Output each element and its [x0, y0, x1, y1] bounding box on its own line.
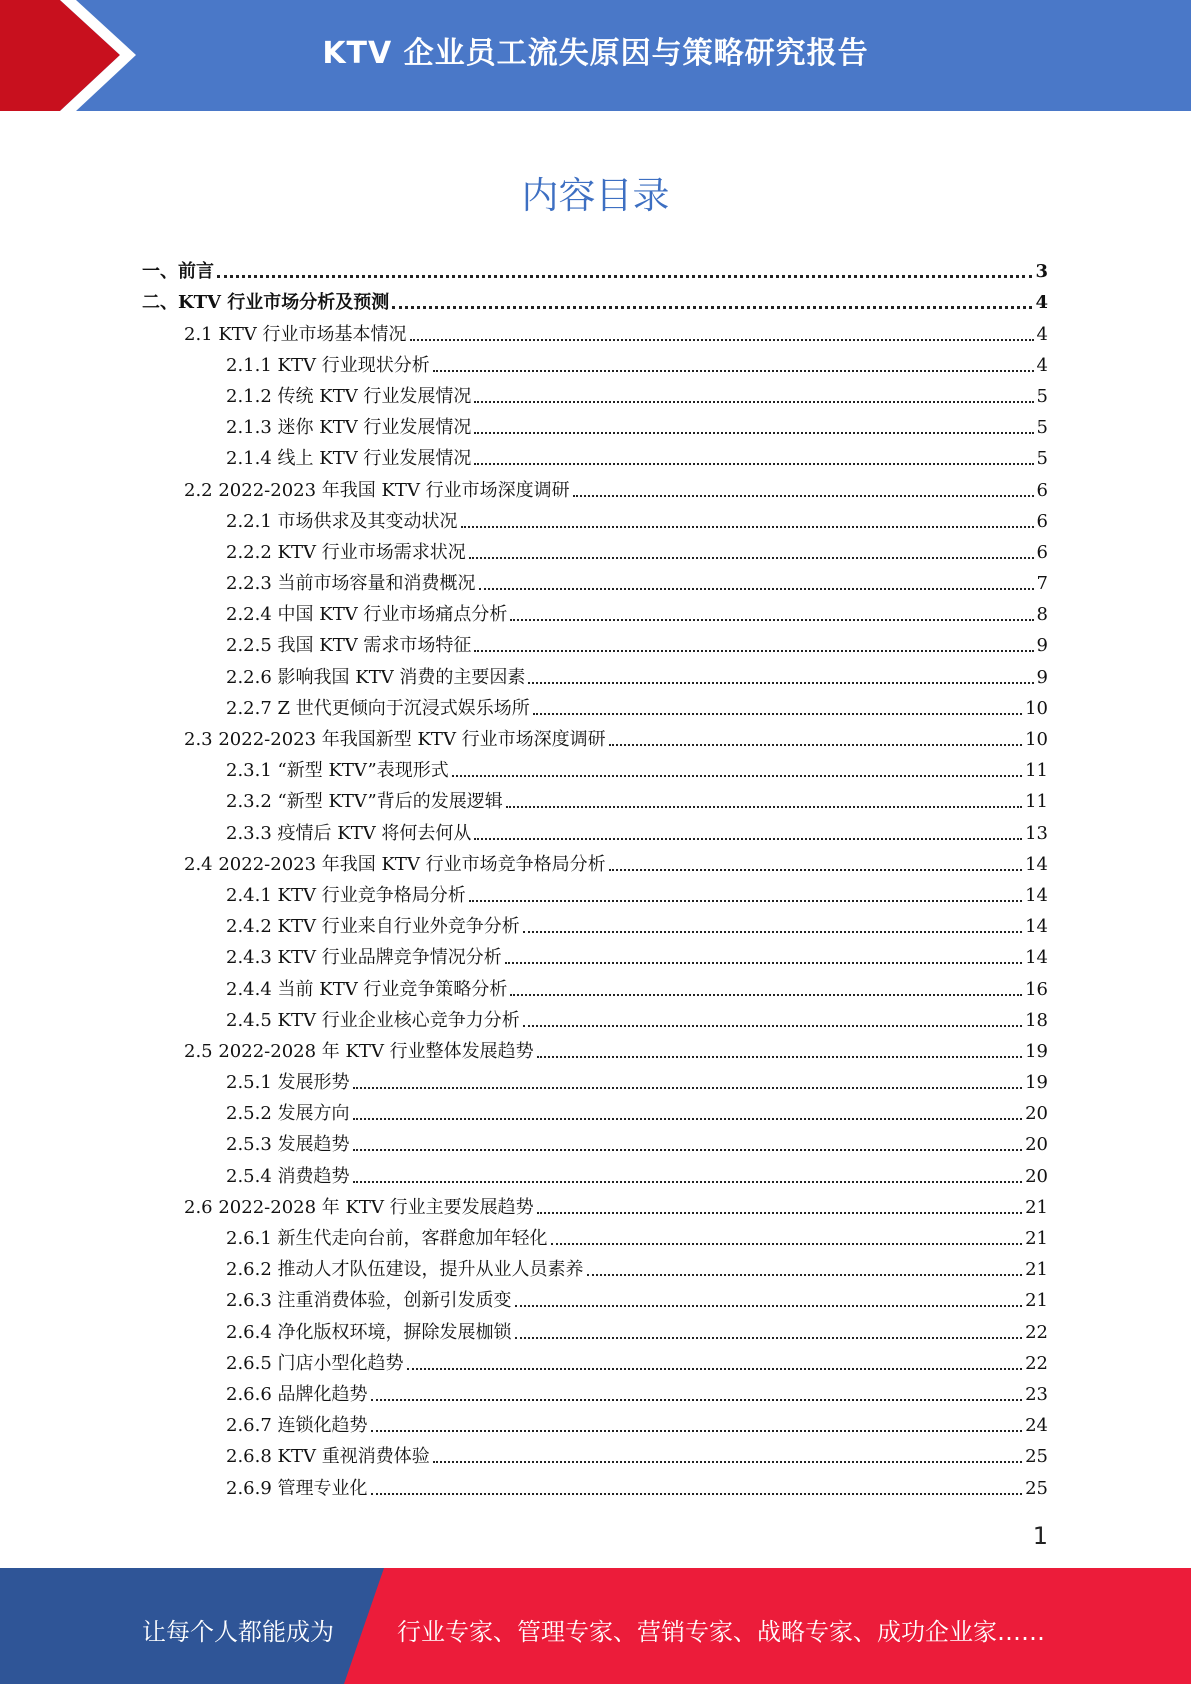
- toc-entry-label: 2.4.1 KTV 行业竞争格局分析: [226, 884, 466, 906]
- toc-heading: 内容目录: [521, 174, 670, 217]
- toc-dot-leader: [353, 1087, 1023, 1089]
- toc-entry-label: 2.1 KTV 行业市场基本情况: [184, 323, 407, 345]
- toc-entry[interactable]: [142, 1094, 1048, 1125]
- toc-entry-label: 2.6.4 净化版权环境，摒除发展枷锁: [226, 1321, 512, 1343]
- toc-dot-leader: [510, 994, 1022, 996]
- toc-entry[interactable]: [142, 283, 1048, 314]
- toc-entry[interactable]: [142, 1188, 1048, 1219]
- toc-entry-page: 20: [1025, 1134, 1048, 1156]
- toc-dot-leader: [551, 1243, 1023, 1245]
- toc-dot-leader: [452, 775, 1022, 777]
- toc-entry[interactable]: [142, 1468, 1048, 1499]
- toc-dot-leader: [587, 1274, 1023, 1276]
- toc-entry-label: 2.4.4 当前 KTV 行业竞争策略分析: [226, 978, 508, 1000]
- toc-entry-page: 24: [1025, 1415, 1048, 1437]
- toc-entry-label: 2.2.5 我国 KTV 需求市场特征: [226, 635, 472, 657]
- toc-entry-label: 2.1.1 KTV 行业现状分析: [226, 354, 430, 376]
- toc-entry-page: 14: [1025, 884, 1048, 906]
- footer-slogan-left: 让每个人都能成为: [142, 1618, 334, 1646]
- toc-entry[interactable]: [142, 502, 1048, 533]
- toc-entry-page: 21: [1025, 1290, 1048, 1312]
- footer-slogan-right: 行业专家、管理专家、营销专家、战略专家、成功企业家……: [397, 1618, 1045, 1646]
- toc-dot-leader: [433, 370, 1034, 372]
- toc-entry-page: 3: [1035, 261, 1048, 283]
- toc-entry-page: 11: [1025, 760, 1048, 782]
- toc-entry[interactable]: [142, 1032, 1048, 1063]
- toc-entry-label: 2.6 2022-2028 年 KTV 行业主要发展趋势: [184, 1196, 534, 1218]
- toc-entry-label: 2.4 2022-2023 年我国 KTV 行业市场竞争格局分析: [184, 853, 606, 875]
- toc-dot-leader: [537, 1056, 1022, 1058]
- toc-dot-leader: [573, 495, 1034, 497]
- toc-dot-leader: [537, 1212, 1022, 1214]
- toc-entry-page: 25: [1025, 1446, 1048, 1468]
- toc-entry-page: 21: [1025, 1196, 1048, 1218]
- toc-entry[interactable]: [142, 1437, 1048, 1468]
- toc-entry[interactable]: [142, 938, 1048, 969]
- toc-entry-label: 2.6.1 新生代走向台前，客群愈加年轻化: [226, 1228, 548, 1249]
- page-number: 1: [1032, 1522, 1048, 1550]
- toc-entry[interactable]: [142, 689, 1048, 720]
- toc-entry-label: 2.4.2 KTV 行业来自行业外竞争分析: [226, 916, 520, 938]
- toc-dot-leader: [523, 931, 1022, 933]
- toc-entry-page: 6: [1036, 510, 1048, 532]
- toc-entry-page: 4: [1036, 323, 1048, 345]
- toc-dot-leader: [523, 1025, 1022, 1027]
- toc-dot-leader: [515, 1305, 1023, 1307]
- toc-entry-page: 25: [1025, 1477, 1048, 1499]
- toc-entry-label: 2.2.6 影响我国 KTV 消费的主要因素: [226, 666, 526, 688]
- toc-dot-leader: [474, 401, 1033, 403]
- toc-entry-page: 5: [1036, 448, 1048, 470]
- toc-dot-leader: [410, 339, 1034, 341]
- toc-dot-leader: [217, 275, 1032, 278]
- toc-dot-leader: [505, 962, 1022, 964]
- toc-entry-label: 2.6.3 注重消费体验，创新引发质变: [226, 1290, 512, 1312]
- toc-entry[interactable]: [142, 1312, 1048, 1343]
- toc-entry-page: 7: [1036, 573, 1048, 595]
- toc-entry[interactable]: [142, 876, 1048, 907]
- toc-dot-leader: [479, 588, 1034, 590]
- toc-entry-label: 2.5 2022-2028 年 KTV 行业整体发展趋势: [184, 1040, 534, 1062]
- toc-entry-page: 21: [1025, 1259, 1048, 1281]
- toc-entry[interactable]: [142, 1219, 1048, 1250]
- page-header: [0, 0, 1191, 111]
- toc-entry-label: 2.1.3 迷你 KTV 行业发展情况: [226, 417, 472, 439]
- toc-dot-leader: [353, 1149, 1023, 1151]
- toc-entry-label: 2.3.1 “新型 KTV”表现形式: [226, 760, 449, 782]
- toc-entry-page: 20: [1025, 1103, 1048, 1125]
- toc-entry-page: 4: [1035, 292, 1048, 314]
- toc-entry-label: 2.6.9 管理专业化: [226, 1477, 368, 1499]
- toc-entry-label: 2.2.4 中国 KTV 行业市场痛点分析: [226, 604, 508, 626]
- toc-entry-page: 14: [1025, 947, 1048, 969]
- toc-entry[interactable]: [142, 969, 1048, 1000]
- toc-entry[interactable]: [142, 1406, 1048, 1437]
- toc-entry-label: 2.1.2 传统 KTV 行业发展情况: [226, 385, 472, 407]
- page-footer: [0, 1568, 1191, 1684]
- toc-dot-leader: [371, 1493, 1023, 1495]
- toc-entry-label: 一、前言: [142, 261, 214, 283]
- toc-entry[interactable]: [142, 252, 1048, 283]
- toc-dot-leader: [609, 744, 1022, 746]
- toc-entry[interactable]: [142, 782, 1048, 813]
- toc-dot-leader: [609, 869, 1022, 871]
- toc-entry[interactable]: [142, 720, 1048, 751]
- toc-entry[interactable]: [142, 1375, 1048, 1406]
- toc-entry[interactable]: [142, 439, 1048, 470]
- toc-entry-page: 5: [1036, 385, 1048, 407]
- toc-entry-page: 10: [1025, 697, 1048, 719]
- toc-entry-label: 2.6.5 门店小型化趋势: [226, 1352, 404, 1374]
- toc-entry-label: 2.4.3 KTV 行业品牌竞争情况分析: [226, 947, 502, 969]
- toc-entry-label: 2.6.2 推动人才队伍建设，提升从业人员素养: [226, 1259, 584, 1281]
- toc-entry[interactable]: [142, 1156, 1048, 1187]
- toc-entry-label: 2.2.3 当前市场容量和消费概况: [226, 573, 476, 595]
- toc-entry[interactable]: [142, 470, 1048, 501]
- toc-entry-page: 22: [1025, 1321, 1048, 1343]
- toc-entry[interactable]: [142, 1063, 1048, 1094]
- toc-dot-leader: [392, 306, 1032, 309]
- toc-entry-page: 9: [1036, 635, 1048, 657]
- toc-entry-label: 2.5.2 发展方向: [226, 1103, 350, 1125]
- toc-dot-leader: [461, 526, 1034, 528]
- toc-dot-leader: [469, 557, 1034, 559]
- toc-entry[interactable]: [142, 626, 1048, 657]
- toc-entry-page: 22: [1025, 1352, 1048, 1374]
- toc-entry-page: 6: [1036, 541, 1048, 563]
- toc-entry[interactable]: [142, 813, 1048, 844]
- toc-dot-leader: [515, 1337, 1023, 1339]
- toc-entry-label: 二、KTV 行业市场分析及预测: [142, 292, 390, 314]
- toc-entry-label: 2.3.3 疫情后 KTV 将何去何从: [226, 822, 472, 844]
- toc-entry-label: 2.3 2022-2023 年我国新型 KTV 行业市场深度调研: [184, 729, 606, 750]
- toc-entry-page: 8: [1036, 604, 1048, 626]
- toc-entry[interactable]: [142, 751, 1048, 782]
- toc-entry[interactable]: [142, 346, 1048, 377]
- toc-dot-leader: [353, 1118, 1023, 1120]
- toc-entry[interactable]: [142, 1281, 1048, 1312]
- toc-entry-label: 2.5.4 消费趋势: [226, 1165, 350, 1187]
- toc-entry-page: 23: [1025, 1383, 1048, 1405]
- toc-entry-page: 16: [1025, 978, 1048, 1000]
- toc-dot-leader: [474, 650, 1033, 652]
- toc-entry[interactable]: [142, 657, 1048, 688]
- toc-entry-page: 13: [1025, 822, 1048, 844]
- toc-entry-label: 2.6.8 KTV 重视消费体验: [226, 1446, 430, 1468]
- toc-entry-page: 11: [1025, 791, 1048, 813]
- toc-entry-page: 18: [1025, 1009, 1048, 1031]
- toc-dot-leader: [474, 432, 1033, 434]
- toc-entry-label: 2.4.5 KTV 行业企业核心竞争力分析: [226, 1009, 520, 1031]
- toc-dot-leader: [433, 1461, 1022, 1463]
- table-of-contents: [142, 252, 1048, 1500]
- toc-entry-label: 2.5.1 发展形势: [226, 1072, 350, 1094]
- toc-dot-leader: [469, 900, 1022, 902]
- toc-entry-page: 4: [1036, 354, 1048, 376]
- toc-entry[interactable]: [142, 377, 1048, 408]
- toc-entry[interactable]: [142, 907, 1048, 938]
- toc-entry-label: 2.1.4 线上 KTV 行业发展情况: [226, 448, 472, 470]
- report-title: KTV 企业员工流失原因与策略研究报告: [322, 36, 869, 71]
- toc-entry-page: 21: [1025, 1228, 1048, 1249]
- toc-entry[interactable]: [142, 314, 1048, 345]
- toc-entry[interactable]: [142, 595, 1048, 626]
- toc-dot-leader: [528, 682, 1033, 684]
- toc-dot-leader: [474, 463, 1033, 465]
- toc-entry-label: 2.2.1 市场供求及其变动状况: [226, 510, 458, 532]
- toc-entry-page: 14: [1025, 916, 1048, 938]
- toc-dot-leader: [506, 806, 1022, 808]
- toc-dot-leader: [353, 1181, 1023, 1183]
- toc-entry[interactable]: [142, 533, 1048, 564]
- toc-entry[interactable]: [142, 845, 1048, 876]
- toc-entry-page: 9: [1036, 666, 1048, 688]
- toc-dot-leader: [371, 1430, 1023, 1432]
- toc-entry[interactable]: [142, 1344, 1048, 1375]
- toc-dot-leader: [371, 1399, 1023, 1401]
- toc-entry-label: 2.2 2022-2023 年我国 KTV 行业市场深度调研: [184, 479, 570, 501]
- toc-entry-page: 10: [1025, 729, 1048, 750]
- toc-dot-leader: [407, 1368, 1023, 1370]
- toc-entry-label: 2.2.7 Z 世代更倾向于沉浸式娱乐场所: [226, 697, 530, 719]
- toc-entry[interactable]: [142, 1001, 1048, 1032]
- toc-entry-label: 2.5.3 发展趋势: [226, 1134, 350, 1156]
- toc-entry-page: 14: [1025, 853, 1048, 875]
- toc-entry-label: 2.6.7 连锁化趋势: [226, 1415, 368, 1437]
- toc-entry-page: 19: [1025, 1040, 1048, 1062]
- toc-dot-leader: [510, 619, 1033, 621]
- toc-entry-label: 2.2.2 KTV 行业市场需求状况: [226, 541, 466, 563]
- toc-entry[interactable]: [142, 564, 1048, 595]
- toc-entry-page: 6: [1036, 479, 1048, 501]
- toc-entry-page: 5: [1036, 417, 1048, 439]
- toc-entry-page: 19: [1025, 1072, 1048, 1094]
- toc-entry[interactable]: [142, 1125, 1048, 1156]
- toc-dot-leader: [474, 838, 1022, 840]
- toc-entry-label: 2.6.6 品牌化趋势: [226, 1383, 368, 1405]
- toc-entry[interactable]: [142, 408, 1048, 439]
- toc-entry-label: 2.3.2 “新型 KTV”背后的发展逻辑: [226, 791, 503, 813]
- toc-entry-page: 20: [1025, 1165, 1048, 1187]
- toc-entry[interactable]: [142, 1250, 1048, 1281]
- toc-dot-leader: [533, 713, 1022, 715]
